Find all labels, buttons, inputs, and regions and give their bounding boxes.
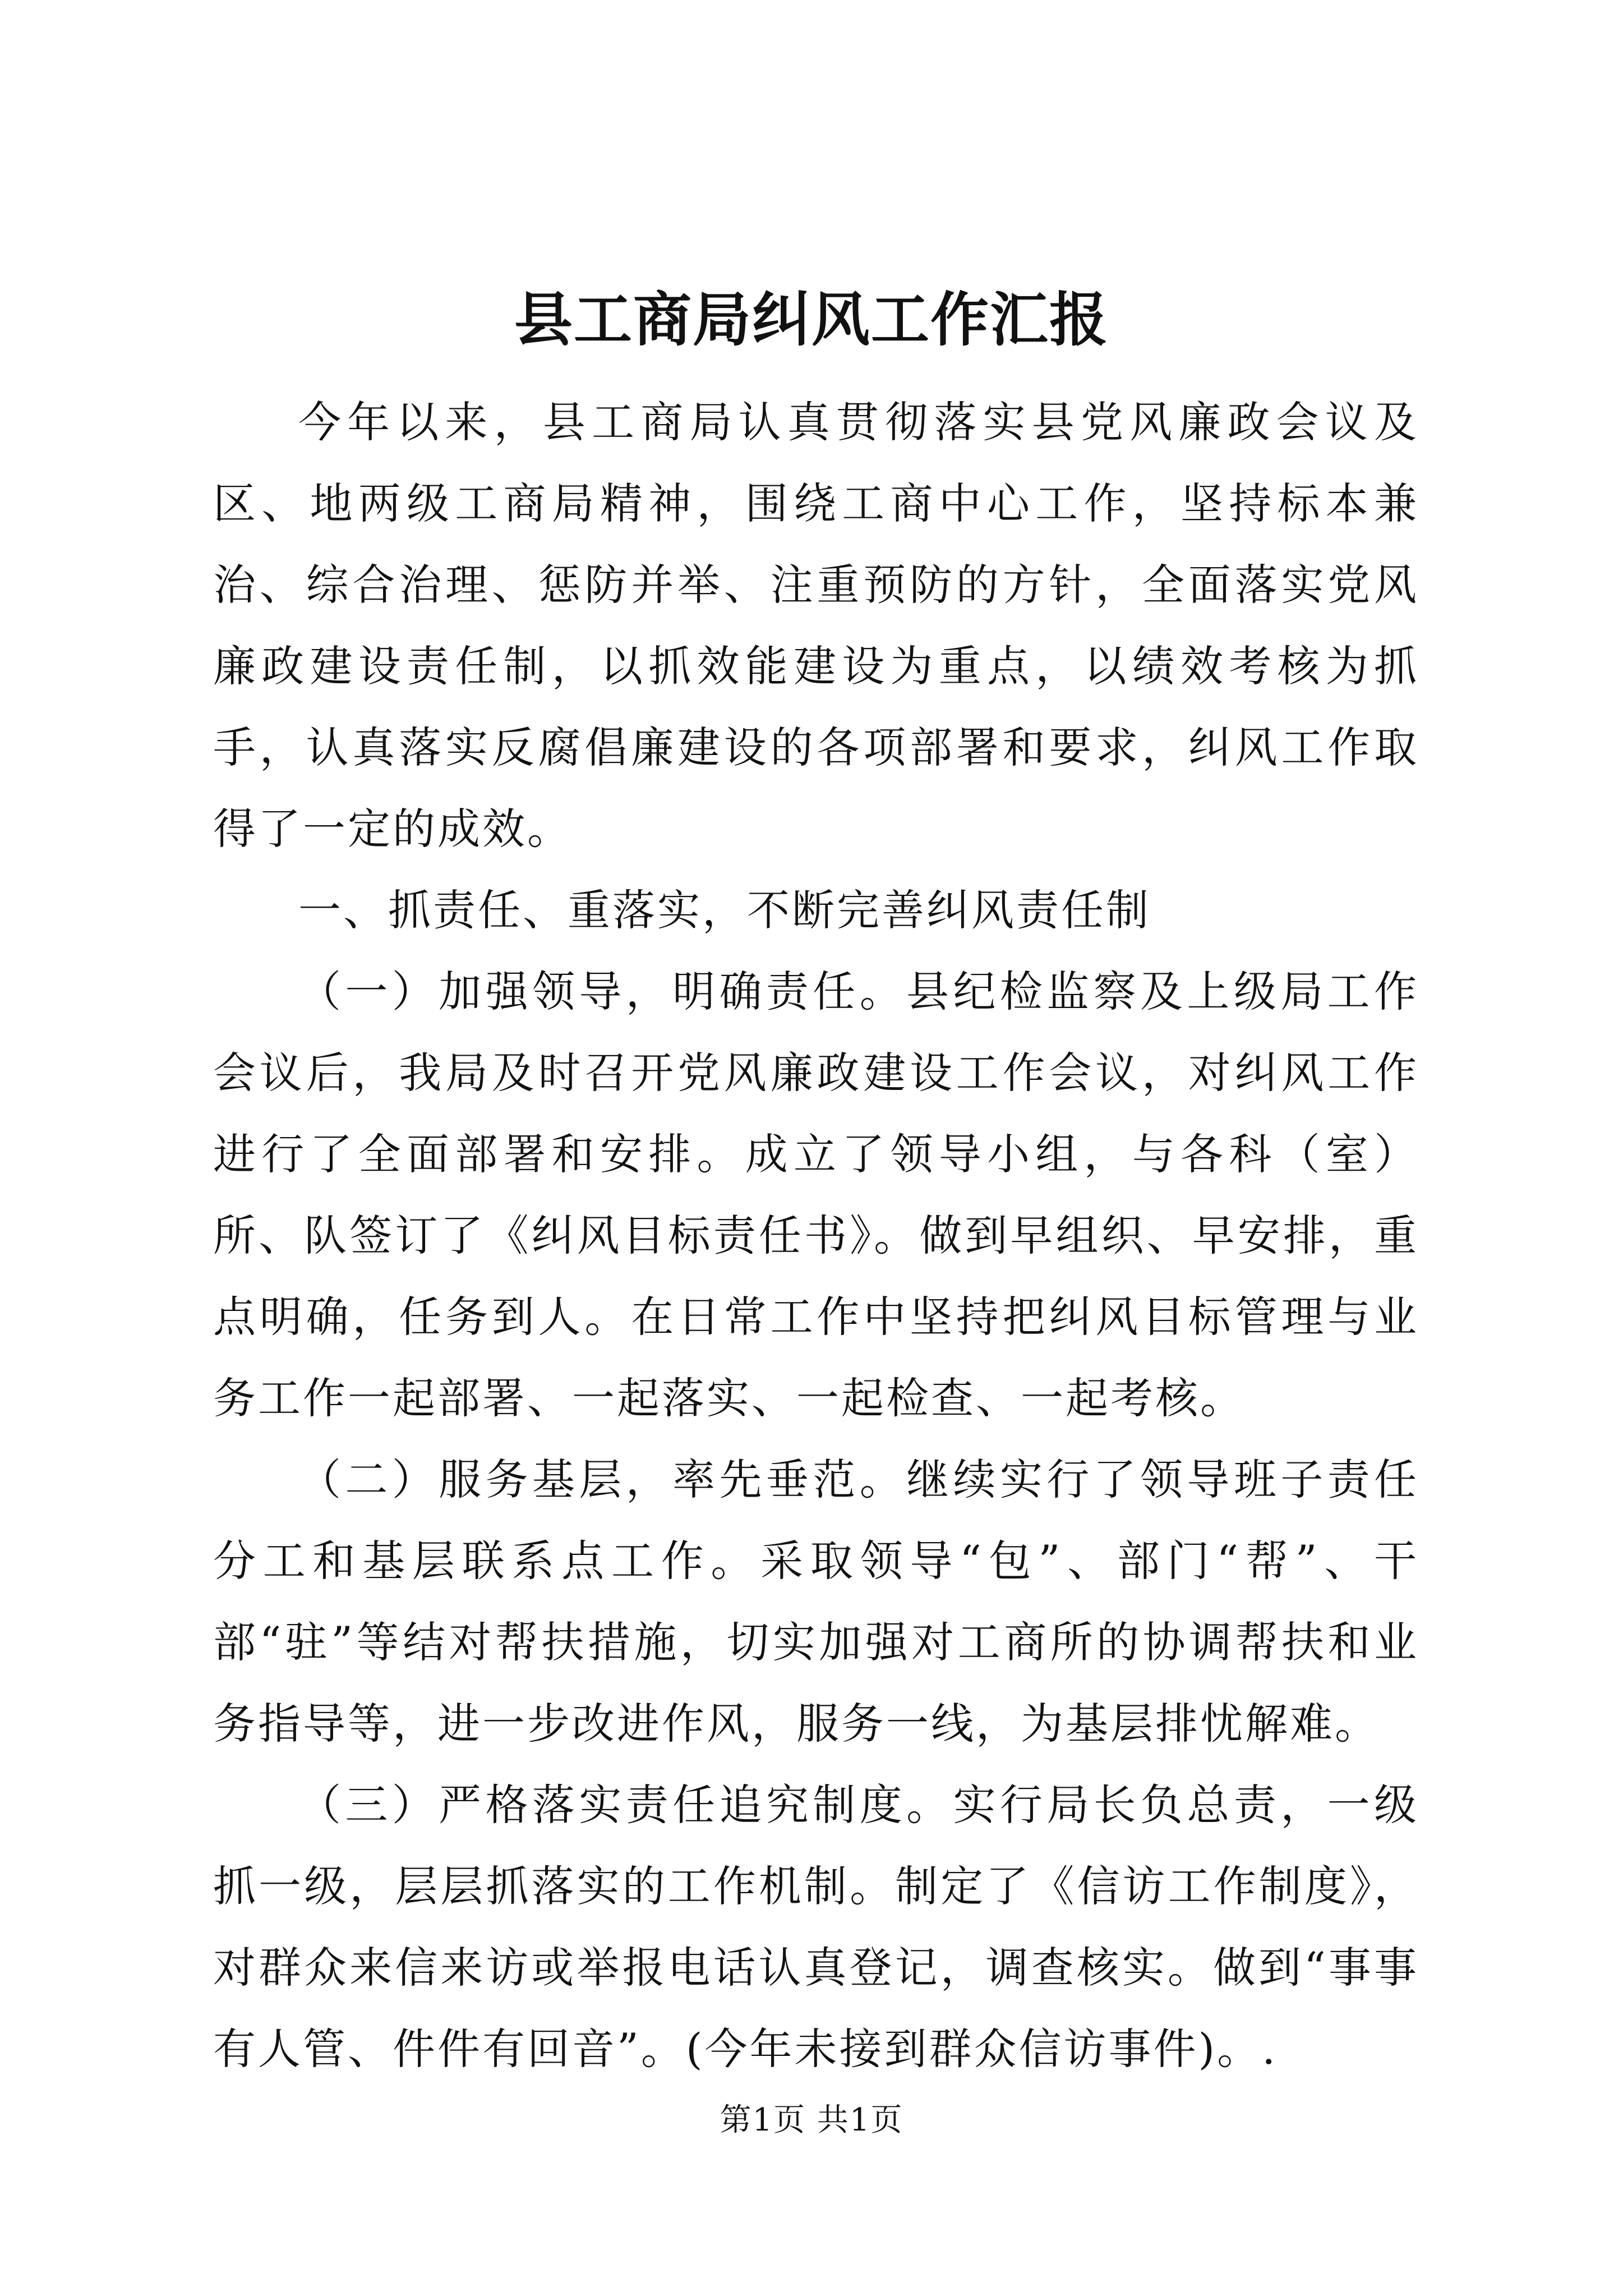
document-body	[213, 381, 1419, 2090]
document-title: 县工商局纠风工作汇报	[514, 285, 1109, 354]
page-footer: 第1页 共1页	[720, 2102, 903, 2138]
paragraph-accountability: （三）严格落实责任追究制度。实行局长负总责，一级抓一级，层层抓落实的工作机制。制定了《信访工作制度》，对群众来信来访或举报电话认真登记，调查核实。做到“事事有人管、件件有回音”。(今年未接到群众信访事件)。.	[213, 1780, 1419, 2074]
paragraph-intro: 今年以来，县工商局认真贯彻落实县党风廉政会议及区、地两级工商局精神，围绕工商中心工作，坚持标本兼治、综合治理、惩防并举、注重预防的方针，全面落实党风廉政建设责任制，以抓效能建设为重点，以绩效考核为抓手，认真落实反腐倡廉建设的各项部署和要求，纠风工作取得了一定的成效。	[213, 397, 1419, 854]
paragraph-service: （二）服务基层，率先垂范。继续实行了领导班子责任分工和基层联系点工作。采取领导“包”、部门“帮”、干部“驻”等结对帮扶措施，切实加强对工商所的协调帮扶和业务指导等，进一步改进作风，服务一线，为基层排忧解难。	[213, 1455, 1419, 1749]
section-heading-1: 一、抓责任、重落实，不断完善纠风责任制	[298, 885, 1151, 935]
paragraph-leadership: （一）加强领导，明确责任。县纪检监察及上级局工作会议后，我局及时召开党风廉政建设工作会议，对纠风工作进行了全面部署和安排。成立了领导小组，与各科（室）所、队签订了《纠风目标责任书》。做到早组织、早安排，重点明确，任务到人。在日常工作中坚持把纠风目标管理与业务工作一起部署、一起落实、一起检查、一起考核。	[213, 967, 1419, 1423]
